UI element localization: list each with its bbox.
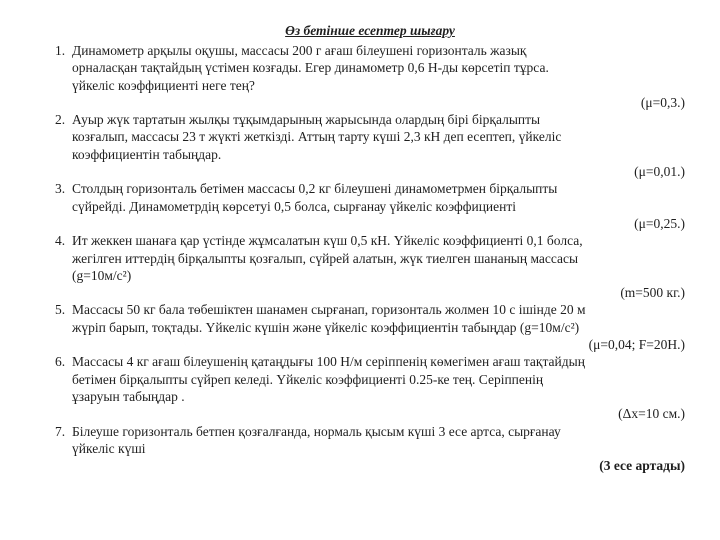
problem-text	[72, 353, 685, 405]
problem-text-line: Столдың горизонталь бетімен массасы 0,2 кг білеушені динамометрмен бірқалыпты	[72, 181, 558, 197]
problem-text-line: сүйрейді. Динамометрдің көрсетуі 0,5 болса, сырғанау үйкеліс коэффициенті	[72, 198, 517, 214]
problem-number: 1.	[55, 43, 66, 58]
page-title: Өз бетінше есептер шығару	[285, 23, 455, 38]
problem-text	[72, 180, 685, 215]
problem-number: 2.	[55, 112, 66, 128]
problem-number: 5.	[55, 302, 66, 318]
problem-text	[72, 111, 685, 163]
problem-text-line: орналасқан тақтайдың үстімен козғады. Егер динамометр 0,6 Н-ды көрсетіп тұрса.	[72, 60, 549, 76]
problem-4	[55, 232, 685, 301]
problem-7	[55, 423, 685, 475]
problem-text-line: Білеуше горизонталь бетпен қозғалғанда, нормаль қысым күші 3 есе артса, сырғанау	[72, 423, 561, 439]
problem-text-line: жегілген иттердің бірқалыпты қозғалып, сүйрей алатын, жүк тиелген шананың массасы	[72, 250, 579, 266]
problem-text-line: коэффициентін табыңдар.	[72, 146, 222, 162]
problem-text-line: Ауыр жүк тартатын жылқы тұқымдарының жарысында олардың бірі бірқалыпты	[72, 112, 541, 128]
problem-text-line: козғалып, массасы 23 т жүкті жеткізді. Аттың тарту күші 2,3 кН деп есептеп, үйкеліс	[72, 129, 562, 145]
problem-text-line: (g=10м/с²)	[72, 267, 132, 283]
problem-5	[55, 301, 685, 353]
problem-text-line: ұзаруын табыңдар .	[72, 388, 185, 404]
problem-answer: (μ=0,3.)	[640, 94, 685, 110]
problem-text-line: үйкеліс коэффициенті неге тең?	[72, 77, 255, 93]
problem-answer: (μ=0,25.)	[634, 215, 685, 231]
problem-text	[72, 232, 685, 284]
problem-text-line: Динамометр арқылы оқушы, массасы 200 г ағаш білеушені горизонталь жазық	[72, 43, 527, 58]
problem-6	[55, 353, 685, 422]
problem-text-line: үйкеліс күші	[72, 440, 146, 456]
problem-number: 7.	[55, 423, 66, 439]
problem-text	[72, 423, 685, 458]
problem-text-line: бетімен бірқалыпты сүйреп келеді. Үйкеліс коэффициенті 0.25-ке тең. Серіппенің	[72, 371, 544, 387]
problem-text-line: Массасы 4 кг ағаш білеушенің қатаңдығы 100 Н/м серіппенің көмегімен ағаш тақтайдың	[72, 354, 585, 370]
problem-number: 4.	[55, 233, 66, 249]
problem-number: 6.	[55, 354, 66, 370]
problem-3	[55, 180, 685, 232]
problem-answer: (μ=0,01.)	[634, 164, 685, 180]
problem-answer: (m=500 кг.)	[620, 285, 685, 301]
problem-2	[55, 111, 685, 180]
problem-answer: (Δx=10 см.)	[618, 406, 685, 422]
problem-answer: (3 есе артады)	[599, 458, 685, 474]
problem-text-line: Ит жеккен шанаға қар үстінде жұмсалатын күш 0,5 кН. Үйкеліс коэффициенті 0,1 болса,	[72, 233, 583, 249]
problem-text-line: жүріп барып, тоқтады. Үйкеліс күшін және үйкеліс коэффициентін табыңдар (g=10м/с²)	[72, 319, 580, 335]
problem-1	[55, 42, 685, 111]
problem-text	[72, 42, 685, 94]
problem-list	[55, 42, 685, 474]
problem-answer: (μ=0,04; F=20Н.)	[588, 337, 685, 353]
problem-text	[72, 301, 685, 336]
problem-number: 3.	[55, 181, 66, 197]
problem-text-line: Массасы 50 кг бала төбешіктен шанамен сырғанап, горизонталь жолмен 10 с ішінде 20 м	[72, 302, 586, 318]
